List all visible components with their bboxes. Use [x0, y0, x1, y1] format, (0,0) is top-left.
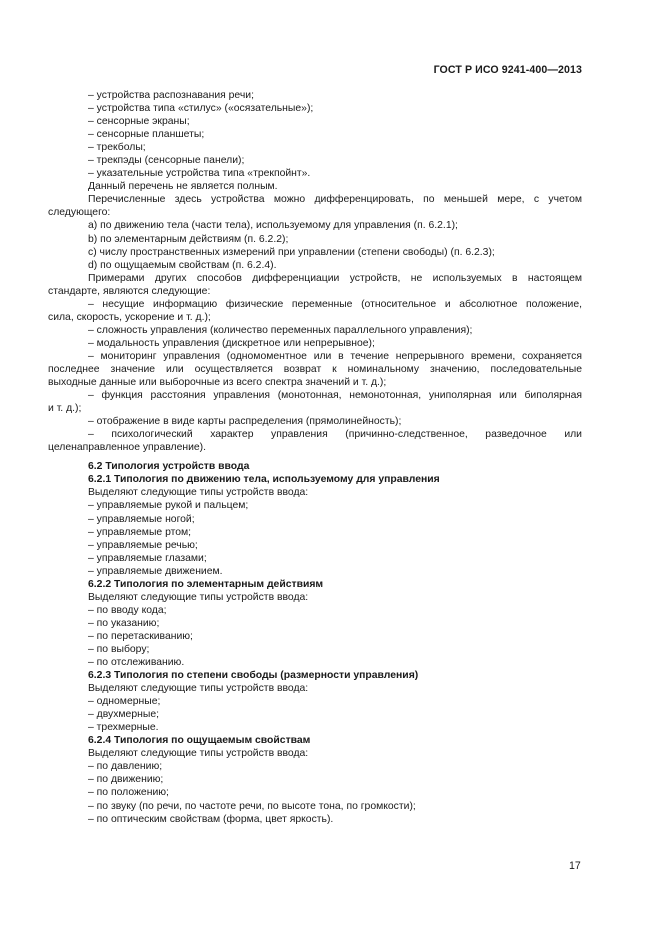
list-item: – сложность управления (количество переменных параллельного управления); [88, 324, 473, 336]
paragraph-methods-intro-line1: Перечисленные здесь устройства можно дифференцировать, по меньшей мере, с учетом [88, 194, 582, 206]
list-item: – сенсорные экраны; [88, 116, 190, 128]
list-item: – по вводу кода; [88, 604, 167, 616]
paragraph-not-complete: Данный перечень не является полным. [88, 181, 278, 193]
paragraph-other-intro-line1: Примерами других способов дифференциации устройств, не используемых в настоящем [88, 272, 582, 284]
section-intro: Выделяют следующие типы устройств ввода: [88, 487, 309, 499]
list-item: c) числу пространственных измерений при управлении (степени свободы) (п. 6.2.3); [88, 246, 495, 258]
list-item: – указательные устройства типа «трекпойнт». [88, 168, 311, 180]
list-item: – управляемые движением. [88, 565, 223, 577]
list-item: – трекболы; [88, 142, 146, 154]
list-item: – по давлению; [88, 761, 163, 773]
list-item: – отображение в виде карты распределения (прямолинейность); [88, 416, 402, 428]
list-item: – модальность управления (дискретное или непрерывное); [88, 337, 375, 349]
list-item: – устройства типа «стилус» («осязательные»); [88, 103, 314, 115]
document-header: ГОСТ Р ИСО 9241-400—2013 [433, 64, 582, 76]
list-item: – устройства распознавания речи; [88, 90, 254, 101]
paragraph-other-intro-line2: стандарте, являются следующие: [48, 285, 211, 297]
methods-list [48, 219, 582, 271]
list-item: – трехмерные. [88, 722, 159, 734]
section-intro: Выделяют следующие типы устройств ввода: [88, 683, 309, 695]
paragraph-methods-intro-line2: следующего: [48, 207, 111, 219]
section-intro: Выделяют следующие типы устройств ввода: [88, 748, 309, 760]
section-heading-6-2-2: 6.2.2 Типология по элементарным действиям [88, 578, 324, 590]
list-item-continuation: выходные данные или выборочные из всего спектра значений и т. д.); [48, 377, 387, 389]
list-item-continuation: целенаправленное управление). [48, 442, 207, 454]
list-item: – управляемые речью; [88, 539, 198, 551]
list-item: – мониторинг управления (одномоментное или в течение непрерывного времени, сохраняется [88, 350, 582, 362]
s624-list [48, 760, 582, 825]
intro-device-list [48, 89, 582, 180]
list-item: – по отслеживанию. [88, 657, 185, 669]
list-item: a) по движению тела (части тела), используемому для управления (п. 6.2.1); [88, 220, 458, 232]
list-item: – одномерные; [88, 696, 161, 708]
list-item: – по выбору; [88, 643, 150, 655]
document-body [48, 89, 582, 826]
s621-list [48, 499, 582, 577]
section-intro: Выделяют следующие типы устройств ввода: [88, 591, 309, 603]
list-item: – по указанию; [88, 617, 160, 629]
list-item: – функция расстояния управления (монотонная, немонотонная, униполярная или биполярная [88, 390, 582, 402]
list-item: – по движению; [88, 774, 164, 786]
page-number: 17 [569, 860, 581, 872]
section-heading-6-2: 6.2 Типология устройств ввода [88, 461, 250, 473]
list-item: – трекпэды (сенсорные панели); [88, 155, 245, 167]
list-item: – управляемые ртом; [88, 526, 192, 538]
list-item-continuation: последнее значение или осуществляется возврат к номинальному значению, последовательные [48, 363, 582, 375]
other-methods-list [48, 298, 582, 455]
list-item: – психологический характер управления (причинно-следственное, разведочное или [88, 429, 582, 441]
list-item: d) по ощущаемым свойствам (п. 6.2.4). [88, 259, 277, 271]
list-item-continuation: и т. д.); [48, 403, 82, 415]
list-item: – управляемые ногой; [88, 513, 195, 525]
list-item: – двухмерные; [88, 709, 159, 721]
list-item: – по положению; [88, 787, 169, 799]
list-item: – по перетаскиванию; [88, 630, 193, 642]
s622-list [48, 604, 582, 669]
list-item: – по оптическим свойствам (форма, цвет яркость). [88, 813, 334, 825]
list-item: – несущие информацию физические переменные (относительное и абсолютное положение, [88, 298, 582, 310]
section-heading-6-2-3: 6.2.3 Типология по степени свободы (размерности управления) [88, 670, 419, 682]
list-item: b) по элементарным действиям (п. 6.2.2); [88, 233, 289, 245]
list-item: – управляемые рукой и пальцем; [88, 500, 249, 512]
list-item: – сенсорные планшеты; [88, 129, 205, 141]
section-heading-6-2-4: 6.2.4 Типология по ощущаемым свойствам [88, 735, 311, 747]
list-item-continuation: сила, скорость, ускорение и т. д.); [48, 311, 211, 323]
section-heading-6-2-1: 6.2.1 Типология по движению тела, используемому для управления [88, 474, 440, 486]
list-item: – управляемые глазами; [88, 552, 207, 564]
s623-list [48, 695, 582, 734]
list-item: – по звуку (по речи, по частоте речи, по высоте тона, по громкости); [88, 800, 416, 812]
